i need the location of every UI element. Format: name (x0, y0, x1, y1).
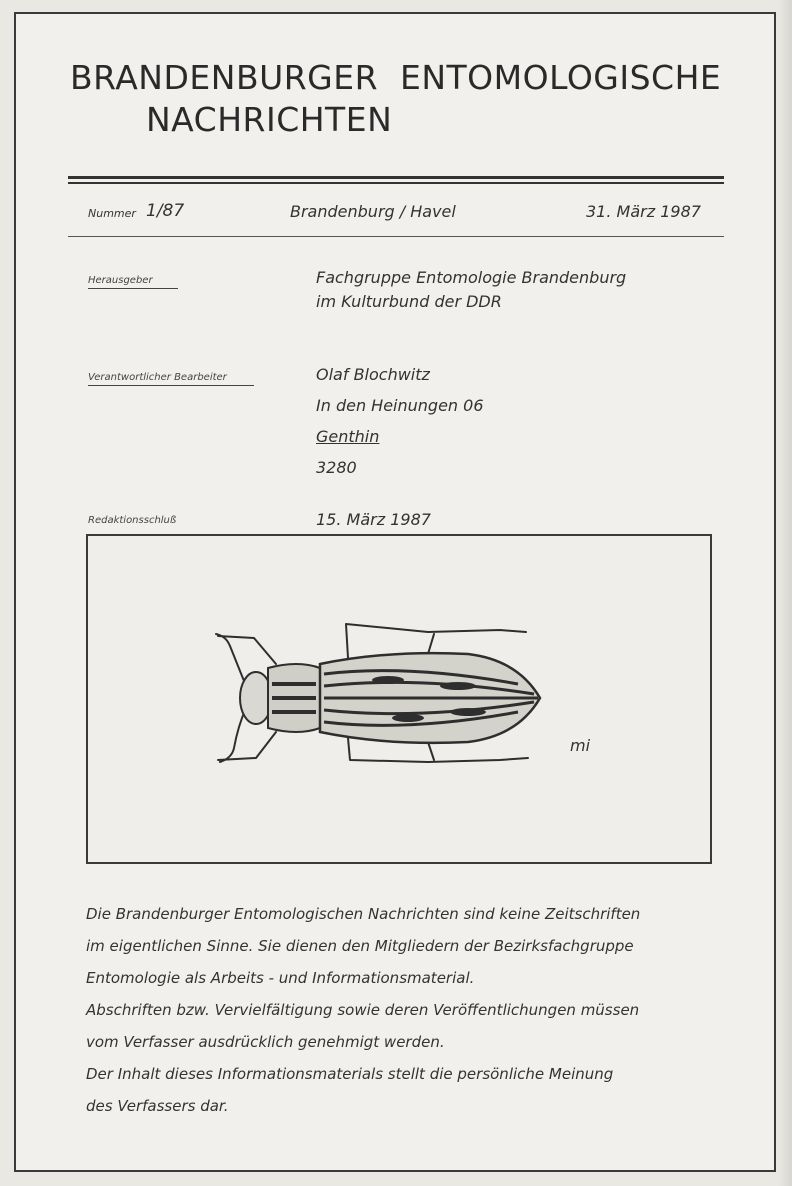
publisher-line: im Kulturbund der DDR (316, 292, 502, 311)
issue-date: 31. März 1987 (586, 202, 701, 221)
notice-line: Die Brandenburger Entomologischen Nachrichten sind keine Zeitschriften (86, 905, 641, 923)
document-title-line1: BRANDENBURGER ENTOMOLOGISCHE (70, 58, 722, 97)
beetle-illustration-frame (86, 534, 712, 864)
editor-label: Verantwortlicher Bearbeiter (88, 372, 254, 386)
beetle-illustration (88, 536, 710, 862)
notice-line: Abschriften bzw. Vervielfältigung sowie deren Veröffentlichungen müssen (86, 1001, 640, 1019)
editor-name: Olaf Blochwitz (316, 365, 430, 384)
beetle-leg (218, 732, 276, 760)
document-page (14, 12, 776, 1172)
notice-line: vom Verfasser ausdrücklich genehmigt werden. (86, 1033, 445, 1051)
beetle-antenna (220, 708, 246, 762)
issue-place: Brandenburg / Havel (290, 202, 456, 221)
editor-city: Genthin (316, 427, 380, 446)
publisher-label: Herausgeber (88, 275, 178, 289)
beetle-leg (428, 634, 434, 654)
page-edge-shadow (778, 0, 792, 1186)
editor-street: In den Heinungen 06 (316, 396, 484, 415)
beetle-antenna (216, 634, 246, 686)
document-title-line2: NACHRICHTEN (146, 100, 393, 139)
notice-line: des Verfassers dar. (86, 1097, 229, 1115)
artist-signature: mi (570, 736, 591, 755)
issue-divider (68, 236, 724, 237)
issue-number: 1/87 (146, 201, 185, 221)
header-double-rule-top (68, 176, 724, 179)
header-double-rule-bottom (68, 182, 724, 184)
deadline-label: Redaktionsschluß (88, 515, 177, 526)
issue-number-label: Nummer (88, 207, 136, 220)
beetle-leg (428, 742, 434, 760)
publisher-line: Fachgruppe Entomologie Brandenburg (316, 268, 627, 287)
editor-postcode: 3280 (316, 458, 357, 477)
notice-line: Entomologie als Arbeits - und Informationsmaterial. (86, 969, 475, 987)
notice-line: Der Inhalt dieses Informationsmaterials stellt die persönliche Meinung (86, 1065, 614, 1083)
deadline-date: 15. März 1987 (316, 510, 431, 529)
notice-line: im eigentlichen Sinne. Sie dienen den Mitgliedern der Bezirksfachgruppe (86, 937, 634, 955)
notice-block (86, 898, 726, 1122)
